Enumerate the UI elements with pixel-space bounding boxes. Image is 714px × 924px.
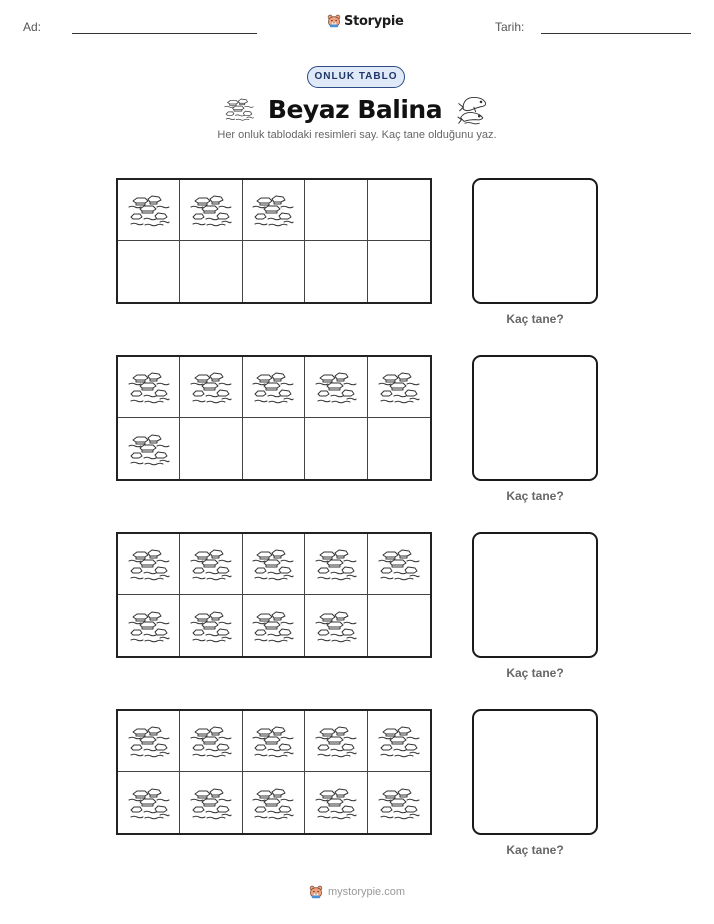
ten-frame-cell: [368, 595, 430, 656]
ten-frame-2: [116, 355, 432, 481]
ice-floes-icon: [378, 723, 420, 759]
ten-frame-cell: [180, 180, 242, 241]
ten-frame-cell: [305, 595, 367, 656]
answer-box-4[interactable]: [472, 709, 598, 835]
ten-frame-cell: [118, 595, 180, 656]
title-row: [0, 92, 714, 126]
ten-frame-cell: [118, 180, 180, 241]
ten-frame-cell: [243, 180, 305, 241]
ten-frame-cell: [305, 180, 367, 241]
ice-floes-icon: [378, 546, 420, 582]
name-label: Ad:: [23, 20, 42, 34]
page-title: Beyaz Balina: [267, 94, 443, 124]
ice-floes-icon: [190, 785, 232, 821]
ice-floes-icon: [128, 785, 170, 821]
ten-frame-cell: [180, 534, 242, 595]
answer-box-1[interactable]: [472, 178, 598, 304]
ten-frame-cell: [305, 711, 367, 772]
ten-frame-cell: [180, 772, 242, 833]
ice-floes-icon: [378, 785, 420, 821]
ice-floes-icon: [252, 192, 294, 228]
instructions: Her onluk tablodaki resimleri say. Kaç tane olduğunu yaz.: [217, 129, 497, 141]
ten-frame-cell: [368, 772, 430, 833]
ten-frame-1: [116, 178, 432, 304]
category-badge: ONLUK TABLO: [307, 66, 405, 88]
ice-floes-icon: [315, 546, 357, 582]
brand-name: Storypie: [344, 13, 404, 29]
ice-floes-icon: [128, 369, 170, 405]
ten-frame-cell: [180, 418, 242, 479]
ten-frame-cell: [180, 357, 242, 418]
ten-frame-cell: [118, 534, 180, 595]
ice-floes-icon: [315, 608, 357, 644]
footer-url[interactable]: mystorypie.com: [327, 886, 406, 898]
ten-frame-cell: [368, 357, 430, 418]
ten-frame-cell: [118, 418, 180, 479]
ten-frame-cell: [243, 595, 305, 656]
ice-floes-icon: [252, 608, 294, 644]
answer-label-1: Kaç tane?: [506, 312, 564, 326]
ice-floes-icon: [315, 369, 357, 405]
ice-floes-icon: [315, 723, 357, 759]
ten-frame-cell: [180, 241, 242, 302]
ice-floes-icon: [128, 431, 170, 467]
bear-mascot-icon: [309, 884, 323, 900]
ten-frame-cell: [368, 241, 430, 302]
ten-frame-cell: [243, 534, 305, 595]
ice-floes-icon: [190, 608, 232, 644]
ten-frame-cell: [118, 241, 180, 302]
ten-frame-cell: [305, 357, 367, 418]
ten-frame-cell: [305, 772, 367, 833]
ice-floes-icon: [128, 546, 170, 582]
ten-frame-cell: [368, 711, 430, 772]
ice-floes-icon: [128, 608, 170, 644]
ice-floes-icon: [190, 723, 232, 759]
ice-floes-icon: [128, 192, 170, 228]
ten-frame-cell: [243, 241, 305, 302]
ten-frame-cell: [243, 772, 305, 833]
date-label: Tarih:: [495, 20, 525, 34]
ten-frame-3: [116, 532, 432, 658]
answer-label-4: Kaç tane?: [506, 843, 564, 857]
storypie-logo: [327, 13, 404, 29]
ten-frame-cell: [368, 534, 430, 595]
ten-frame-cell: [180, 595, 242, 656]
ten-frame-cell: [118, 772, 180, 833]
ten-frame-cell: [118, 711, 180, 772]
ice-floes-icon: [128, 723, 170, 759]
ice-floes-icon: [252, 785, 294, 821]
ice-floes-icon: [190, 192, 232, 228]
answer-box-2[interactable]: [472, 355, 598, 481]
ten-frame-cell: [305, 534, 367, 595]
ten-frame-cell: [368, 418, 430, 479]
ten-frame-cell: [243, 711, 305, 772]
ice-floes-icon: [252, 546, 294, 582]
ten-frame-cell: [118, 357, 180, 418]
footer: [0, 884, 714, 900]
date-line[interactable]: [541, 33, 691, 34]
name-line[interactable]: [72, 33, 257, 34]
ten-frame-cell: [305, 418, 367, 479]
answer-box-3[interactable]: [472, 532, 598, 658]
ice-floes-icon: [190, 369, 232, 405]
ice-floes-icon: [190, 546, 232, 582]
ten-frame-4: [116, 709, 432, 835]
answer-label-2: Kaç tane?: [506, 489, 564, 503]
ice-floes-icon: [315, 785, 357, 821]
ten-frame-cell: [243, 357, 305, 418]
beluga-whale-icon: [456, 93, 490, 125]
ten-frame-cell: [305, 241, 367, 302]
answer-label-3: Kaç tane?: [506, 666, 564, 680]
ten-frame-cell: [368, 180, 430, 241]
ice-floes-icon: [252, 723, 294, 759]
ice-floes-icon: [252, 369, 294, 405]
ice-floes-icon: [224, 96, 254, 122]
ten-frame-cell: [243, 418, 305, 479]
ice-floes-icon: [378, 369, 420, 405]
ten-frame-cell: [180, 711, 242, 772]
bear-mascot-icon: [327, 13, 341, 29]
